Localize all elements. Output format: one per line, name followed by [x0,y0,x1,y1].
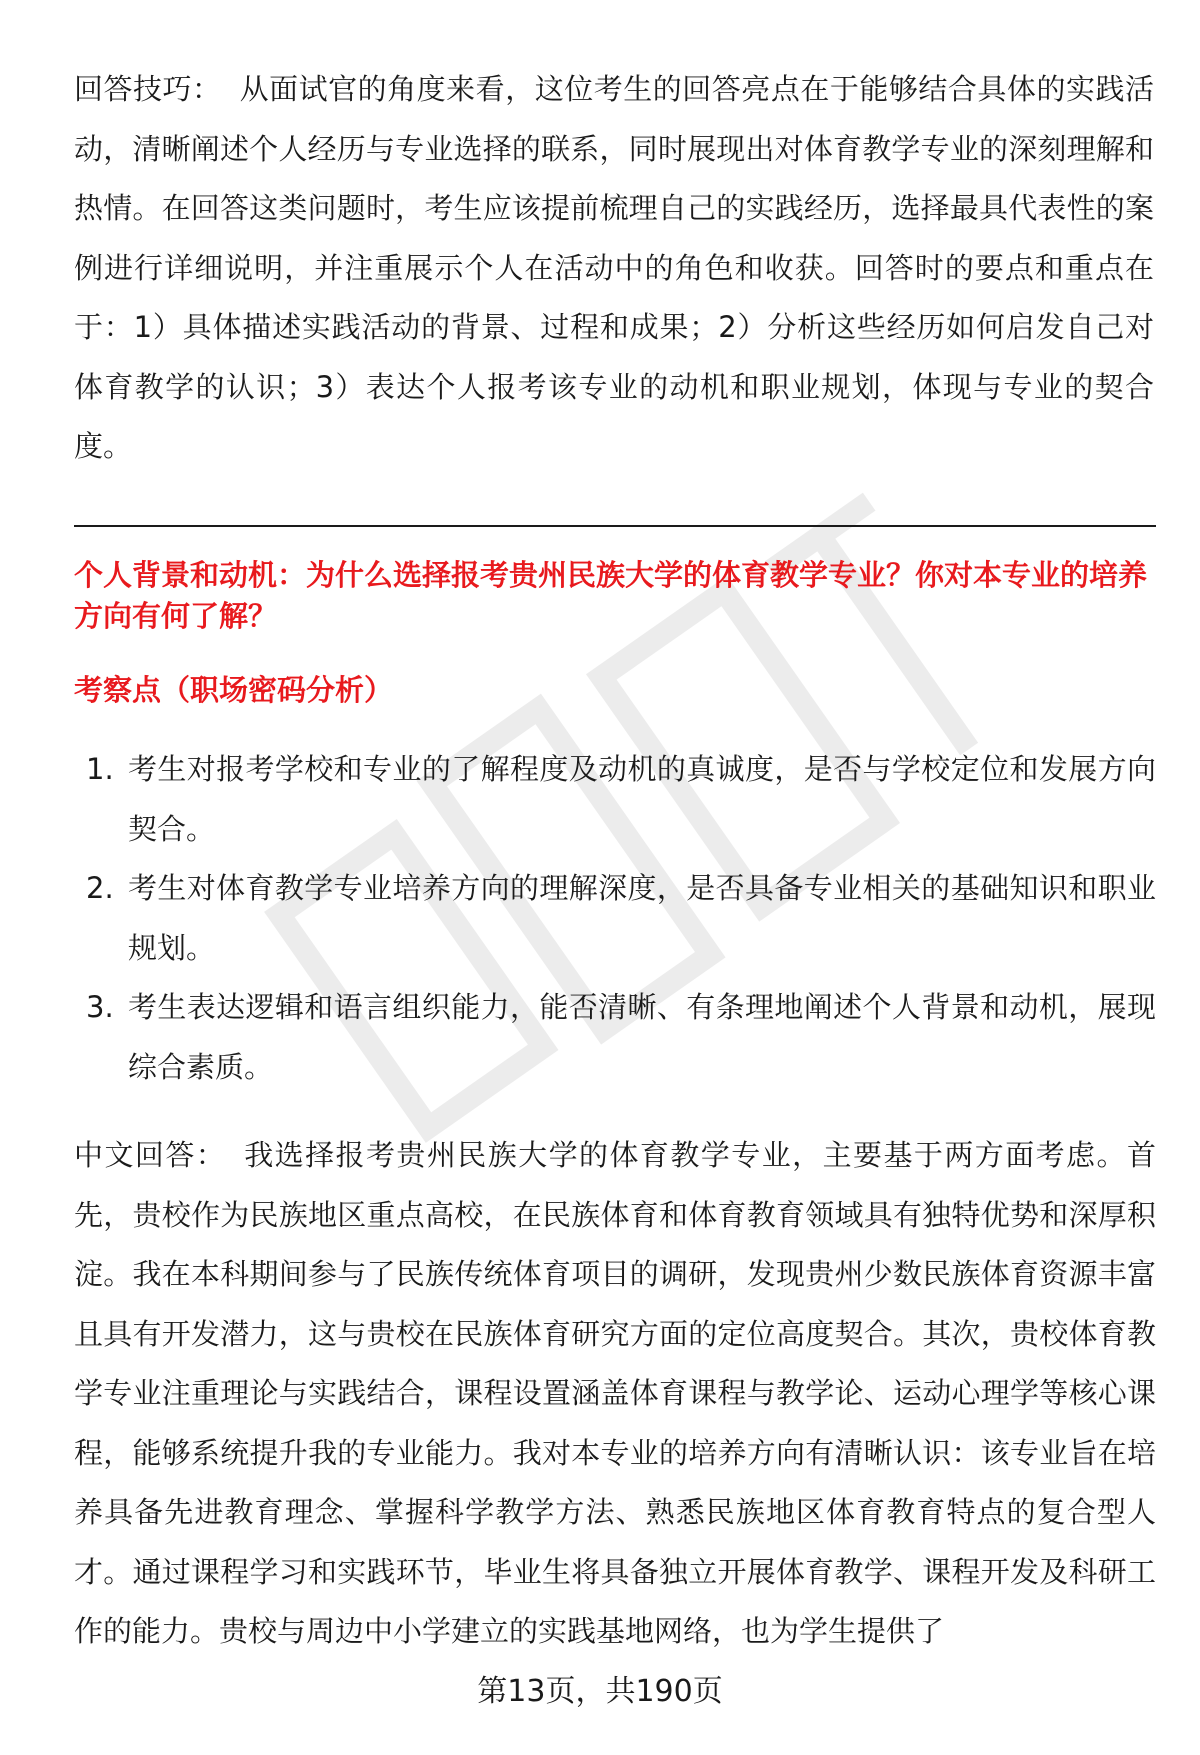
answer-section [74,1126,1156,1662]
page-number: 第13页，共190页 [477,1674,723,1709]
answer-label: 中文回答： [74,1138,227,1172]
answer-text: 我选择报考贵州民族大学的体育教学专业，主要基于两方面考虑。首先，贵校作为民族地区重点高校，在民族体育和体育教育领域具有独特优势和深厚积淀。我在本科期间参与了民族传统体育项目的调研，发现贵州少数民族体育资源丰富且具有开发潜力，这与贵校在民族体育研究方面的定位高度契合。其次，贵校体育教学专业注重理论与实践结合，课程设置涵盖体育课程与教学论、运动心理学等核心课程，能够系统提升我的专业能力。我对本专业的培养方向有清晰认识：该专业旨在培养具备先进教育理念、掌握科学教学方法、熟悉民族地区体育教育特点的复合型人才。通过课程学习和实践环节，毕业生将具备独立开展体育教学、课程开发及科研工作的能力。贵校与周边中小学建立的实践基地网络，也为学生提供了 [74,1138,1156,1648]
list-item-text: 考生对体育教学专业培养方向的理解深度，是否具备专业相关的基础知识和职业规划。 [128,871,1156,965]
list-item [74,859,1156,978]
list-item-number: 3. [86,990,114,1024]
list-item [74,978,1156,1097]
tips-label: 回答技巧： [74,72,222,106]
tips-paragraph [74,60,1154,477]
list-item [74,740,1156,859]
list-item-number: 1. [86,752,114,786]
tips-section [74,60,1154,477]
question-title: 个人背景和动机：为什么选择报考贵州民族大学的体育教学专业？你对本专业的培养方向有何了解？ [74,558,1148,633]
focus-title: 考察点（职场密码分析） [74,673,394,707]
answer-paragraph [74,1126,1156,1662]
section-divider [74,525,1156,527]
tips-text: 从面试官的角度来看，这位考生的回答亮点在于能够结合具体的实践活动，清晰阐述个人经历与专业选择的联系，同时展现出对体育教学专业的深刻理解和热情。在回答这类问题时，考生应该提前梳理自己的实践经历，选择最具代表性的案例进行详细说明，并注重展示个人在活动中的角色和收获。回答时的要点和重点在于：1）具体描述实践活动的背景、过程和成果；2）分析这些经历如何启发自己对体育教学的认识；3）表达个人报考该专业的动机和职业规划，体现与专业的契合度。 [74,72,1154,463]
list-item-text: 考生表达逻辑和语言组织能力，能否清晰、有条理地阐述个人背景和动机，展现综合素质。 [128,990,1156,1084]
focus-list [74,740,1156,1097]
list-item-number: 2. [86,871,114,905]
list-item-text: 考生对报考学校和专业的了解程度及动机的真诚度，是否与学校定位和发展方向契合。 [128,752,1156,846]
